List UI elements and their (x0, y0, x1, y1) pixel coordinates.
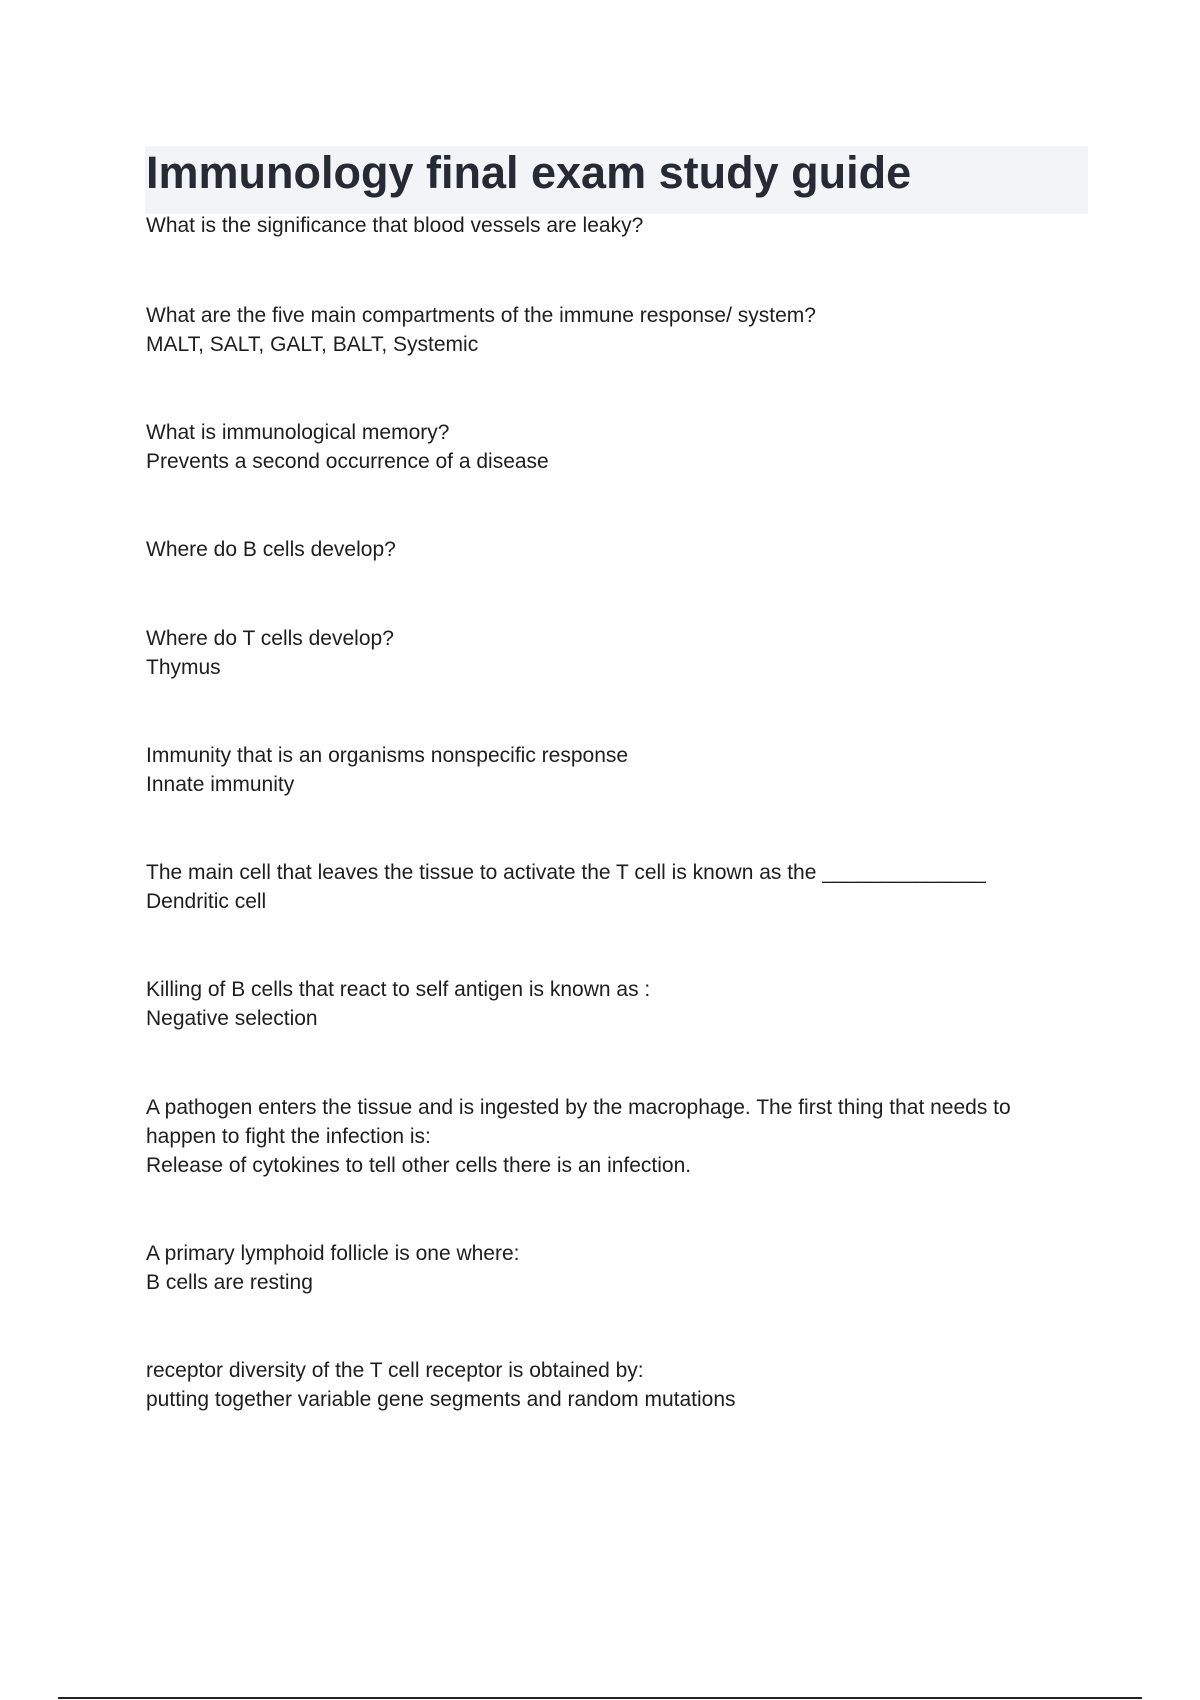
answer-text: putting together variable gene segments and random mutations (146, 1388, 736, 1411)
qa-item-11 (146, 1356, 1076, 1414)
answer-text: Innate immunity (146, 773, 295, 796)
question-text: What are the five main compartments of the immune response/ system? (146, 304, 816, 327)
qa-item-5 (146, 624, 1076, 682)
qa-item-1 (146, 211, 1076, 240)
answer-text: Release of cytokines to tell other cells there is an infection. (146, 1154, 692, 1177)
qa-item-6 (146, 741, 1076, 799)
question-text: A primary lymphoid follicle is one where: (146, 1242, 520, 1265)
question-text: Killing of B cells that react to self antigen is known as : (146, 978, 651, 1001)
qa-item-2 (146, 301, 1076, 359)
question-text: receptor diversity of the T cell receptor is obtained by: (146, 1359, 644, 1382)
question-text: A pathogen enters the tissue and is ingested by the macrophage. The first thing that needs to happen to fight the infection is: (146, 1096, 1011, 1148)
answer-text: MALT, SALT, GALT, BALT, Systemic (146, 333, 479, 356)
qa-item-10 (146, 1239, 1076, 1297)
question-text: What is the significance that blood vessels are leaky? (146, 214, 644, 237)
qa-item-8 (146, 975, 1076, 1033)
answer-text: Prevents a second occurrence of a disease (146, 450, 549, 473)
answer-text: Thymus (146, 656, 221, 679)
answer-text: Negative selection (146, 1007, 318, 1030)
qa-item-9 (146, 1093, 1076, 1180)
qa-item-4 (146, 535, 1076, 564)
question-text: The main cell that leaves the tissue to activate the T cell is known as the ______________ (146, 861, 986, 884)
answer-text: Dendritic cell (146, 890, 267, 913)
question-text: What is immunological memory? (146, 421, 450, 444)
question-text: Immunity that is an organisms nonspecific response (146, 744, 629, 767)
document-title: Immunology final exam study guide (146, 147, 912, 198)
qa-item-7 (146, 858, 1076, 916)
answer-text: B cells are resting (146, 1271, 313, 1294)
footer-divider (58, 1697, 1142, 1699)
question-text: Where do T cells develop? (146, 627, 394, 650)
question-text: Where do B cells develop? (146, 538, 396, 561)
qa-item-3 (146, 418, 1076, 476)
